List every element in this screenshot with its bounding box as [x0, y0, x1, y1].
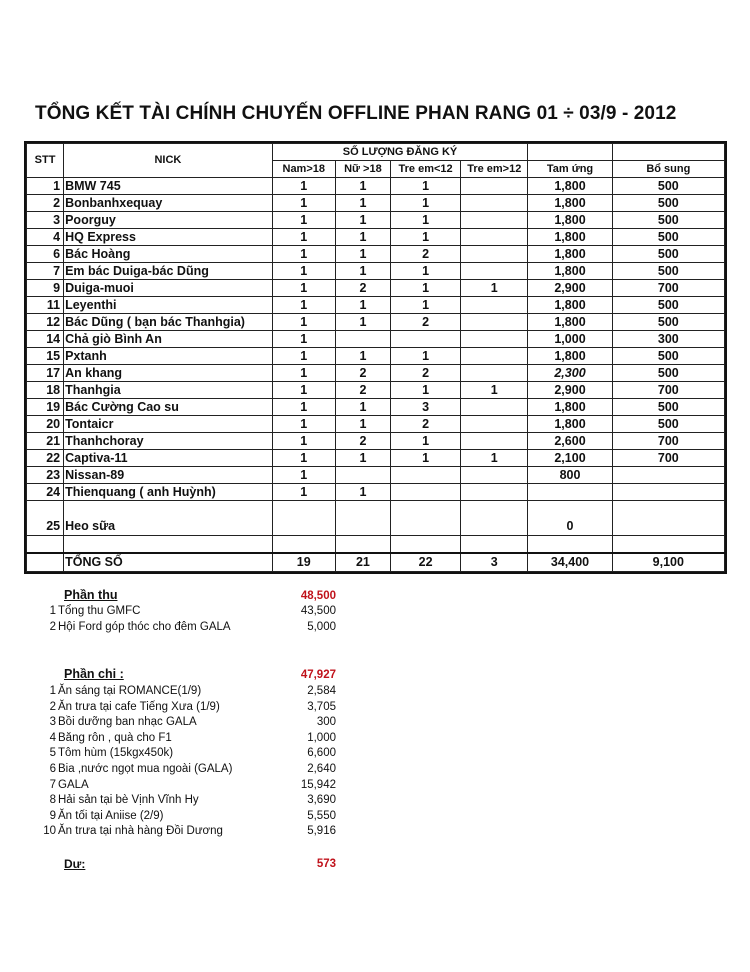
row-nu — [335, 501, 390, 536]
item-amount: 5,916 — [307, 825, 336, 838]
col-group-header: SỐ LƯỢNG ĐĂNG KÝ — [272, 144, 528, 161]
row-tre-gt — [461, 348, 528, 365]
row-tam-ung: 1,800 — [528, 399, 612, 416]
row-bo-sung: 500 — [612, 348, 724, 365]
row-tre-lt — [390, 484, 460, 501]
row-tre-lt: 3 — [390, 399, 460, 416]
row-nam: 1 — [272, 195, 335, 212]
row-nick: Bác Hoàng — [64, 246, 273, 263]
item-text: Băng rôn , quà cho F1 — [58, 731, 172, 744]
table-row — [27, 280, 725, 297]
row-tam-ung: 1,800 — [528, 246, 612, 263]
row-tam-ung: 1,800 — [528, 178, 612, 195]
list-item — [38, 763, 232, 775]
row-nu: 1 — [335, 450, 390, 467]
row-tam-ung: 1,800 — [528, 348, 612, 365]
row-stt: 12 — [27, 314, 64, 331]
row-tam-ung: 1,800 — [528, 195, 612, 212]
row-bo-sung: 700 — [612, 450, 724, 467]
row-tre-lt: 1 — [390, 263, 460, 280]
row-tam-ung — [528, 484, 612, 501]
row-stt: 3 — [27, 212, 64, 229]
row-stt: 9 — [27, 280, 64, 297]
row-tre-gt — [461, 399, 528, 416]
item-amount: 300 — [316, 716, 336, 729]
row-nam: 1 — [272, 246, 335, 263]
total-label: TỔNG SỐ — [64, 553, 273, 572]
row-stt: 20 — [27, 416, 64, 433]
row-stt: 17 — [27, 365, 64, 382]
row-tre-lt: 1 — [390, 280, 460, 297]
row-tre-gt — [461, 195, 528, 212]
row-stt: 24 — [27, 484, 64, 501]
item-number: 6 — [49, 763, 56, 775]
item-text: Bồi dưỡng ban nhạc GALA — [58, 716, 197, 729]
row-nu: 1 — [335, 399, 390, 416]
row-tre-lt: 1 — [390, 382, 460, 399]
row-nick: BMW 745 — [64, 178, 273, 195]
table-row — [27, 467, 725, 484]
row-bo-sung: 700 — [612, 280, 724, 297]
row-tre-lt: 1 — [390, 450, 460, 467]
row-nam: 1 — [272, 416, 335, 433]
row-nam: 19 — [272, 553, 335, 572]
item-number: 8 — [49, 794, 56, 807]
item-text: Ăn trưa tại cafe Tiếng Xưa (1/9) — [58, 700, 220, 713]
row-bo-sung: 700 — [612, 433, 724, 450]
row-nam: 1 — [272, 399, 335, 416]
table-row — [27, 297, 725, 314]
col-tre-lt-header: Tre em<12 — [390, 161, 460, 178]
row-nick: Leyenthi — [64, 297, 273, 314]
row-tre-lt — [390, 331, 460, 348]
row-tam-ung: 1,800 — [528, 416, 612, 433]
phan-chi-total: 47,927 — [300, 669, 336, 681]
row-nu: 1 — [335, 178, 390, 195]
row-tre-lt: 1 — [390, 178, 460, 195]
row-nick: Poorguy — [64, 212, 273, 229]
item-text: Tổng thu GMFC — [58, 605, 141, 617]
table-row — [27, 331, 725, 348]
list-item — [38, 685, 201, 697]
row-tre-gt — [461, 365, 528, 382]
row-stt: 18 — [27, 382, 64, 399]
table-row — [27, 246, 725, 263]
row-tre-gt: 3 — [461, 553, 528, 572]
item-text: GALA — [58, 778, 89, 791]
du-amount: 573 — [316, 858, 336, 870]
table-row — [27, 195, 725, 212]
item-amount: 43,500 — [300, 605, 336, 617]
row-bo-sung: 500 — [612, 212, 724, 229]
empty-header-cell — [612, 144, 724, 161]
row-nick: Em bác Duiga-bác Dũng — [64, 263, 273, 280]
col-nick-header: NICK — [64, 144, 273, 178]
row-nick: Chả giò Bình An — [64, 331, 273, 348]
row-stt: 19 — [27, 399, 64, 416]
table-row — [27, 348, 725, 365]
row-bo-sung: 9,100 — [612, 553, 724, 572]
row-nu: 21 — [335, 553, 390, 572]
row-tre-gt — [461, 246, 528, 263]
table-row — [27, 501, 725, 536]
row-nu: 2 — [335, 382, 390, 399]
row-nam: 1 — [272, 178, 335, 195]
registration-table — [26, 143, 725, 572]
row-nick: Heo sữa — [64, 501, 273, 536]
row-stt: 22 — [27, 450, 64, 467]
row-tre-lt: 1 — [390, 297, 460, 314]
row-tre-lt: 1 — [390, 212, 460, 229]
row-tre-gt: 1 — [461, 450, 528, 467]
row-nick: Nissan-89 — [64, 467, 273, 484]
row-stt: 23 — [27, 467, 64, 484]
row-stt — [27, 553, 64, 572]
item-text: Hội Ford góp thóc cho đêm GALA — [58, 621, 231, 633]
row-bo-sung — [612, 484, 724, 501]
row-nu: 1 — [335, 484, 390, 501]
row-nam: 1 — [272, 484, 335, 501]
row-nam: 1 — [272, 280, 335, 297]
row-tre-lt: 1 — [390, 433, 460, 450]
row-nu: 1 — [335, 212, 390, 229]
row-nam: 1 — [272, 450, 335, 467]
row-tam-ung: 0 — [528, 501, 612, 536]
row-stt: 4 — [27, 229, 64, 246]
item-amount: 2,584 — [307, 685, 336, 697]
empty-header-cell — [528, 144, 612, 161]
row-tre-gt — [461, 467, 528, 484]
row-tre-lt: 1 — [390, 348, 460, 365]
row-stt: 15 — [27, 348, 64, 365]
row-tre-gt — [461, 331, 528, 348]
phan-thu-total: 48,500 — [300, 590, 336, 602]
row-nam: 1 — [272, 467, 335, 484]
row-bo-sung: 300 — [612, 331, 724, 348]
table-row — [27, 365, 725, 382]
list-item — [38, 794, 199, 806]
row-bo-sung: 500 — [612, 178, 724, 195]
row-tre-gt — [461, 484, 528, 501]
table-row — [27, 399, 725, 416]
item-text: Hải sản tại bè Vịnh Vĩnh Hy — [58, 794, 199, 807]
row-nam: 1 — [272, 331, 335, 348]
row-nick: Pxtanh — [64, 348, 273, 365]
list-item — [38, 747, 173, 759]
row-tam-ung: 1,800 — [528, 212, 612, 229]
col-bo-sung-header: Bổ sung — [612, 161, 724, 178]
row-bo-sung: 500 — [612, 246, 724, 263]
row-bo-sung: 500 — [612, 416, 724, 433]
table-row — [27, 450, 725, 467]
item-number: 9 — [49, 809, 56, 822]
row-nick: HQ Express — [64, 229, 273, 246]
list-item — [38, 716, 197, 728]
row-nam: 1 — [272, 382, 335, 399]
row-stt: 21 — [27, 433, 64, 450]
row-bo-sung — [612, 501, 724, 536]
item-amount: 15,942 — [300, 778, 336, 791]
table-row — [27, 433, 725, 450]
row-nick: Thanhchoray — [64, 433, 273, 450]
row-nu: 1 — [335, 229, 390, 246]
item-text: Ăn tối tại Aniise (2/9) — [58, 809, 164, 822]
item-number: 3 — [49, 716, 56, 729]
row-tam-ung: 2,600 — [528, 433, 612, 450]
row-tre-lt: 22 — [390, 553, 460, 572]
row-stt: 14 — [27, 331, 64, 348]
row-bo-sung: 500 — [612, 229, 724, 246]
row-tre-gt — [461, 297, 528, 314]
table-row — [27, 382, 725, 399]
row-bo-sung: 700 — [612, 382, 724, 399]
item-amount: 6,600 — [307, 747, 336, 760]
row-tre-lt — [390, 501, 460, 536]
col-tam-ung-header: Tam ứng — [528, 161, 612, 178]
row-nick: Captiva-11 — [64, 450, 273, 467]
row-stt: 6 — [27, 246, 64, 263]
row-tre-gt — [461, 536, 528, 554]
row-stt: 2 — [27, 195, 64, 212]
item-text: Bia ,nước ngọt mua ngoài (GALA) — [58, 763, 233, 775]
item-number: 2 — [49, 700, 56, 713]
item-number: 1 — [49, 685, 56, 697]
row-tam-ung: 1,800 — [528, 297, 612, 314]
item-text: Ăn trưa tại nhà hàng Đồi Dương — [58, 825, 223, 838]
row-tre-lt: 2 — [390, 246, 460, 263]
row-nick: Bonbanhxequay — [64, 195, 273, 212]
item-number: 5 — [49, 747, 56, 760]
row-nam: 1 — [272, 348, 335, 365]
row-nu: 1 — [335, 314, 390, 331]
row-tam-ung: 2,300 — [528, 365, 612, 382]
row-tre-gt: 1 — [461, 280, 528, 297]
row-nu: 1 — [335, 263, 390, 280]
item-amount: 2,640 — [307, 763, 336, 775]
row-nick: Bác Dũng ( bạn bác Thanhgia) — [64, 314, 273, 331]
row-tam-ung: 2,100 — [528, 450, 612, 467]
row-nick: Thanhgia — [64, 382, 273, 399]
row-tre-lt — [390, 467, 460, 484]
table-row — [27, 229, 725, 246]
row-tam-ung: 1,800 — [528, 229, 612, 246]
row-tam-ung: 34,400 — [528, 553, 612, 572]
row-bo-sung — [612, 467, 724, 484]
row-stt: 7 — [27, 263, 64, 280]
row-tre-gt: 1 — [461, 382, 528, 399]
col-stt-header: STT — [27, 144, 64, 178]
row-tre-gt — [461, 212, 528, 229]
row-tam-ung — [528, 536, 612, 554]
row-nick: Thienquang ( anh Huỳnh) — [64, 484, 273, 501]
col-nu-header: Nữ >18 — [335, 161, 390, 178]
row-tre-gt — [461, 178, 528, 195]
item-number: 7 — [49, 778, 56, 791]
item-text: Ăn sáng tại ROMANCE(1/9) — [58, 685, 202, 697]
phan-thu-label: Phần thu — [64, 588, 118, 602]
item-number: 2 — [49, 621, 56, 633]
item-amount: 5,000 — [307, 621, 336, 633]
row-nu — [335, 331, 390, 348]
row-bo-sung: 500 — [612, 314, 724, 331]
row-nu — [335, 467, 390, 484]
row-tam-ung: 2,900 — [528, 382, 612, 399]
row-stt: 25 — [27, 501, 64, 536]
row-tre-gt — [461, 416, 528, 433]
row-stt — [27, 536, 64, 554]
col-tre-gt-header: Tre em>12 — [461, 161, 528, 178]
item-amount: 5,550 — [307, 809, 336, 822]
row-tre-lt — [390, 536, 460, 554]
row-tre-gt — [461, 229, 528, 246]
item-number: 10 — [43, 825, 56, 838]
row-nick: Duiga-muoi — [64, 280, 273, 297]
list-item — [38, 621, 231, 633]
table-row — [27, 263, 725, 280]
item-number: 1 — [49, 605, 56, 617]
row-nu — [335, 536, 390, 554]
item-amount: 1,000 — [307, 731, 336, 744]
row-nam: 1 — [272, 365, 335, 382]
page-title: TỔNG KẾT TÀI CHÍNH CHUYẾN OFFLINE PHAN RANG 01 ÷ 03/9 - 2012 — [35, 103, 677, 124]
du-label: Dư: — [64, 857, 86, 871]
item-amount: 3,690 — [307, 794, 336, 807]
list-item — [38, 701, 220, 713]
row-tre-gt — [461, 433, 528, 450]
header-row-1 — [27, 144, 725, 161]
total-row — [27, 553, 725, 572]
row-tre-lt: 2 — [390, 365, 460, 382]
table-row — [27, 178, 725, 195]
row-bo-sung: 500 — [612, 263, 724, 280]
row-bo-sung: 500 — [612, 297, 724, 314]
row-tam-ung: 800 — [528, 467, 612, 484]
row-bo-sung: 500 — [612, 195, 724, 212]
row-tam-ung: 1,800 — [528, 263, 612, 280]
list-item — [38, 732, 172, 744]
row-tre-gt — [461, 501, 528, 536]
table-row — [27, 416, 725, 433]
table-row — [27, 314, 725, 331]
row-nam: 1 — [272, 297, 335, 314]
row-nu: 1 — [335, 416, 390, 433]
row-nick: Bác Cường Cao su — [64, 399, 273, 416]
row-nam: 1 — [272, 314, 335, 331]
row-tre-gt — [461, 263, 528, 280]
row-bo-sung: 500 — [612, 365, 724, 382]
list-item — [38, 825, 223, 837]
row-bo-sung: 500 — [612, 399, 724, 416]
row-nick: An khang — [64, 365, 273, 382]
phan-chi-label: Phần chi : — [64, 667, 124, 681]
item-text: Tôm hùm (15kgx450k) — [58, 747, 174, 760]
row-tam-ung: 1,000 — [528, 331, 612, 348]
row-tre-lt: 2 — [390, 416, 460, 433]
item-number: 4 — [49, 731, 56, 744]
row-nu: 1 — [335, 246, 390, 263]
row-nick: Tontaicr — [64, 416, 273, 433]
row-tre-lt: 1 — [390, 229, 460, 246]
row-nu: 1 — [335, 348, 390, 365]
row-nu: 1 — [335, 297, 390, 314]
item-amount: 3,705 — [307, 700, 336, 713]
row-stt: 1 — [27, 178, 64, 195]
list-item — [38, 779, 89, 791]
row-nick — [64, 536, 273, 554]
row-nu: 2 — [335, 433, 390, 450]
row-nam: 1 — [272, 229, 335, 246]
row-nam — [272, 536, 335, 554]
row-bo-sung — [612, 536, 724, 554]
row-nu: 2 — [335, 365, 390, 382]
row-stt: 11 — [27, 297, 64, 314]
empty-row — [27, 536, 725, 554]
row-nam: 1 — [272, 433, 335, 450]
table-row — [27, 484, 725, 501]
table-row — [27, 212, 725, 229]
row-tre-lt: 1 — [390, 195, 460, 212]
list-item — [38, 605, 140, 617]
row-nu: 1 — [335, 195, 390, 212]
row-nu: 2 — [335, 280, 390, 297]
row-nam: 1 — [272, 212, 335, 229]
row-tam-ung: 1,800 — [528, 314, 612, 331]
row-nam: 1 — [272, 263, 335, 280]
row-nam — [272, 501, 335, 536]
row-tre-gt — [461, 314, 528, 331]
col-nam-header: Nam>18 — [272, 161, 335, 178]
list-item — [38, 810, 163, 822]
row-tre-lt: 2 — [390, 314, 460, 331]
row-tam-ung: 2,900 — [528, 280, 612, 297]
